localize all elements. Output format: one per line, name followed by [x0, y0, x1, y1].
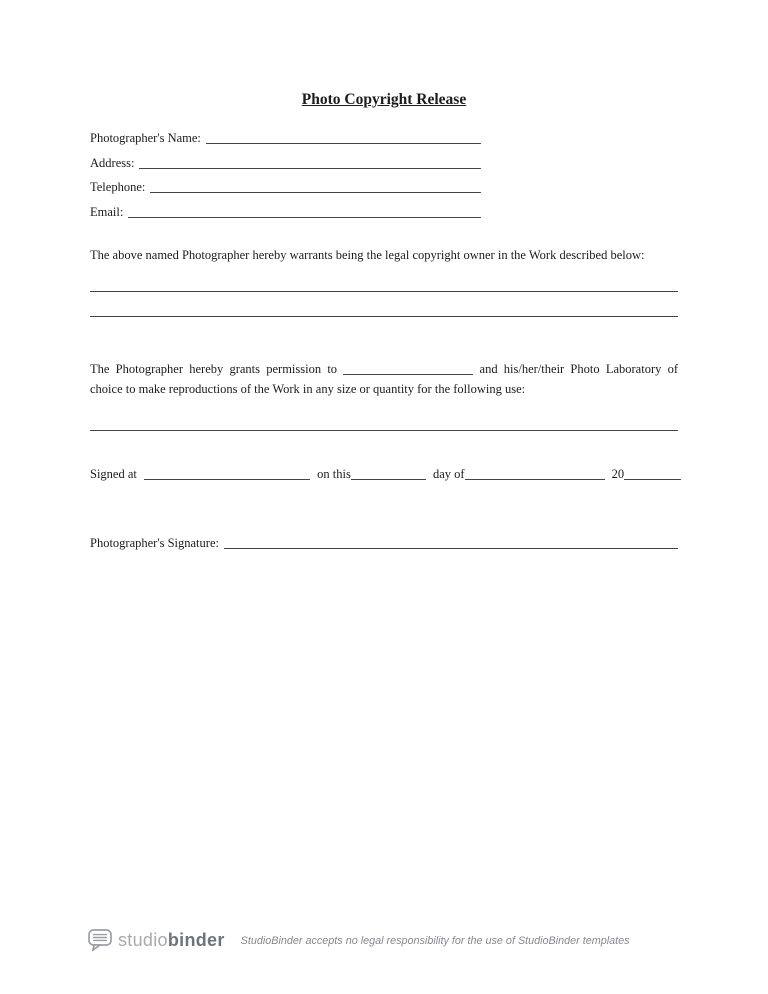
document-title: Photo Copyright Release	[301, 91, 467, 108]
photographer-name-blank-line	[206, 143, 481, 144]
telephone-label: Telephone:	[90, 180, 146, 194]
grant-paragraph	[90, 360, 678, 399]
footer	[88, 929, 630, 952]
footer-disclaimer-text: StudioBinder accepts no legal responsibility for the use of StudioBinder templates	[240, 934, 630, 947]
warrant-paragraph: The above named Photographer hereby warrants being the legal copyright owner in the Work described below:	[90, 248, 645, 262]
month-blank-line	[465, 479, 605, 480]
signed-date-row	[90, 467, 678, 482]
address-label: Address:	[90, 155, 135, 170]
field-row-telephone	[90, 180, 481, 195]
grant-text-after: and his/her/their Photo Laboratory of choice to make reproductions of the Work in any size or quantity for the following use:	[90, 362, 679, 396]
work-description-line-1	[90, 291, 678, 292]
address-blank-line	[139, 168, 481, 169]
field-row-photographer-name	[90, 131, 481, 146]
photographer-signature-blank-line	[224, 548, 678, 549]
on-this-label: on this	[317, 467, 351, 481]
telephone-blank-line	[150, 192, 481, 193]
year-prefix-label: 20	[611, 467, 625, 481]
signed-at-place-blank-line	[144, 479, 310, 480]
use-description-line	[90, 430, 678, 431]
email-label: Email:	[90, 204, 124, 219]
signature-row	[90, 536, 678, 551]
contact-fields-block	[90, 131, 481, 229]
email-blank-line	[128, 217, 481, 218]
photographer-signature-label: Photographer's Signature:	[90, 536, 219, 550]
work-description-line-2	[90, 316, 678, 317]
day-number-blank-line	[351, 479, 426, 480]
grant-text-before: The Photographer hereby grants permission to	[90, 362, 338, 376]
permission-grantee-blank-line	[343, 374, 473, 375]
speech-bubble-icon	[88, 929, 113, 952]
photographer-name-label: Photographer's Name:	[90, 131, 201, 145]
studiobinder-logo-text	[118, 929, 225, 952]
brand-binder-text: binder	[167, 930, 225, 950]
field-row-email	[90, 205, 481, 220]
year-blank-line	[624, 479, 681, 480]
signed-at-label: Signed at	[90, 467, 137, 481]
day-of-label: day of	[432, 467, 465, 481]
brand-studio-text: studio	[118, 930, 168, 950]
field-row-address	[90, 156, 481, 171]
